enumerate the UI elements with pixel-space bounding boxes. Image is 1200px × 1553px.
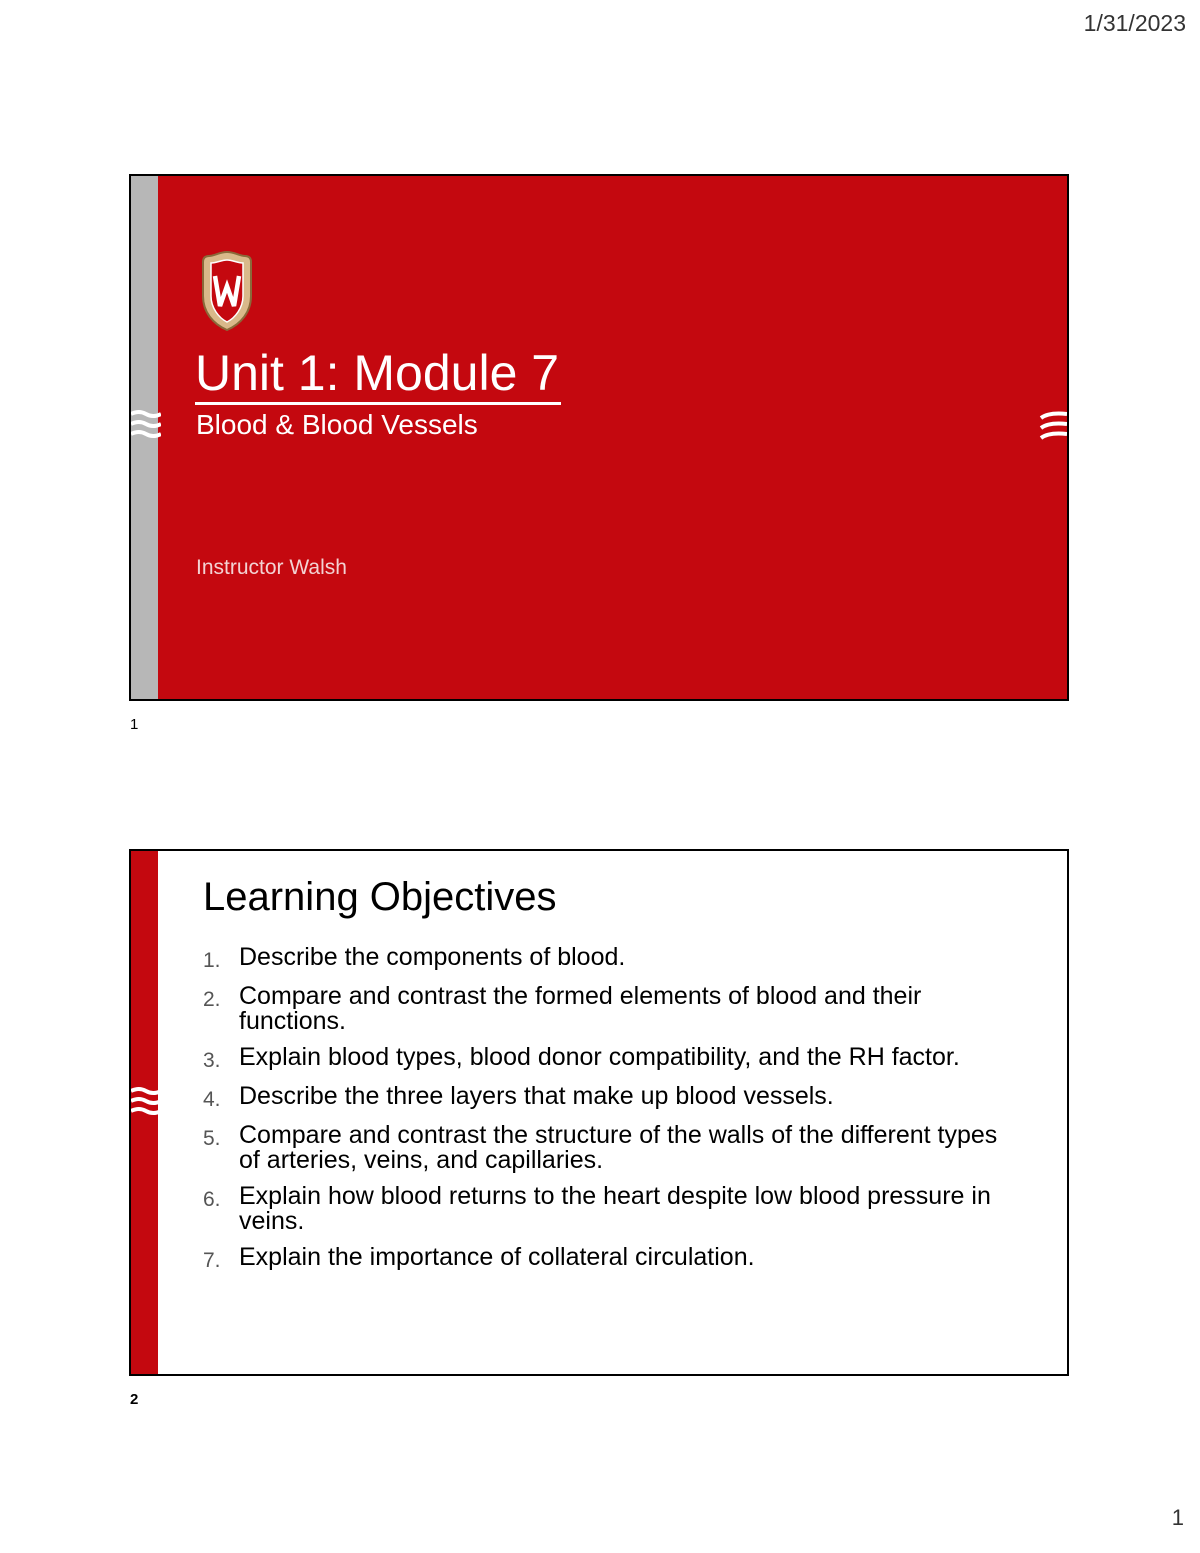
uw-crest-icon [199, 250, 255, 332]
list-item [203, 1184, 1023, 1234]
slide-number: 2 [130, 1391, 139, 1408]
title-slide [129, 174, 1069, 701]
slide-subtitle: Blood & Blood Vessels [196, 409, 478, 440]
list-item [203, 984, 1023, 1034]
page-number: 1 [1171, 1505, 1184, 1530]
list-item [203, 1084, 1023, 1112]
wave-icon [131, 1085, 161, 1119]
list-item-number: 4. [203, 1088, 221, 1111]
slide-number: 1 [130, 716, 139, 733]
list-item-number: 1. [203, 949, 221, 972]
list-item-number: 5. [203, 1127, 221, 1150]
wave-icon [1039, 410, 1069, 444]
list-item-number: 3. [203, 1049, 221, 1072]
slide-title: Learning Objectives [203, 875, 557, 919]
list-item-text: Explain blood types, blood donor compatibility, and the RH factor. [239, 1043, 960, 1071]
list-item-number: 2. [203, 988, 221, 1011]
list-item-number: 6. [203, 1188, 221, 1211]
list-item-text: Compare and contrast the structure of the walls of the different types of arteries, veins, and capillaries. [239, 1121, 998, 1174]
objectives-list [203, 945, 1023, 1284]
page-date: 1/31/2023 [1083, 10, 1186, 36]
list-item-text: Compare and contrast the formed elements of blood and their functions. [239, 982, 922, 1035]
list-item [203, 1045, 1023, 1073]
list-item [203, 945, 1023, 973]
slide-title: Unit 1: Module 7 [195, 344, 561, 405]
list-item-text: Explain how blood returns to the heart despite low blood pressure in veins. [239, 1182, 991, 1235]
list-item [203, 1123, 1023, 1173]
list-item-number: 7. [203, 1249, 221, 1272]
list-item-text: Describe the three layers that make up blood vessels. [239, 1082, 834, 1110]
objectives-slide [129, 849, 1069, 1376]
slide-instructor: Instructor Walsh [196, 556, 347, 579]
list-item-text: Explain the importance of collateral circulation. [239, 1243, 755, 1271]
list-item-text: Describe the components of blood. [239, 943, 626, 971]
list-item [203, 1245, 1023, 1273]
wave-icon [131, 408, 161, 442]
